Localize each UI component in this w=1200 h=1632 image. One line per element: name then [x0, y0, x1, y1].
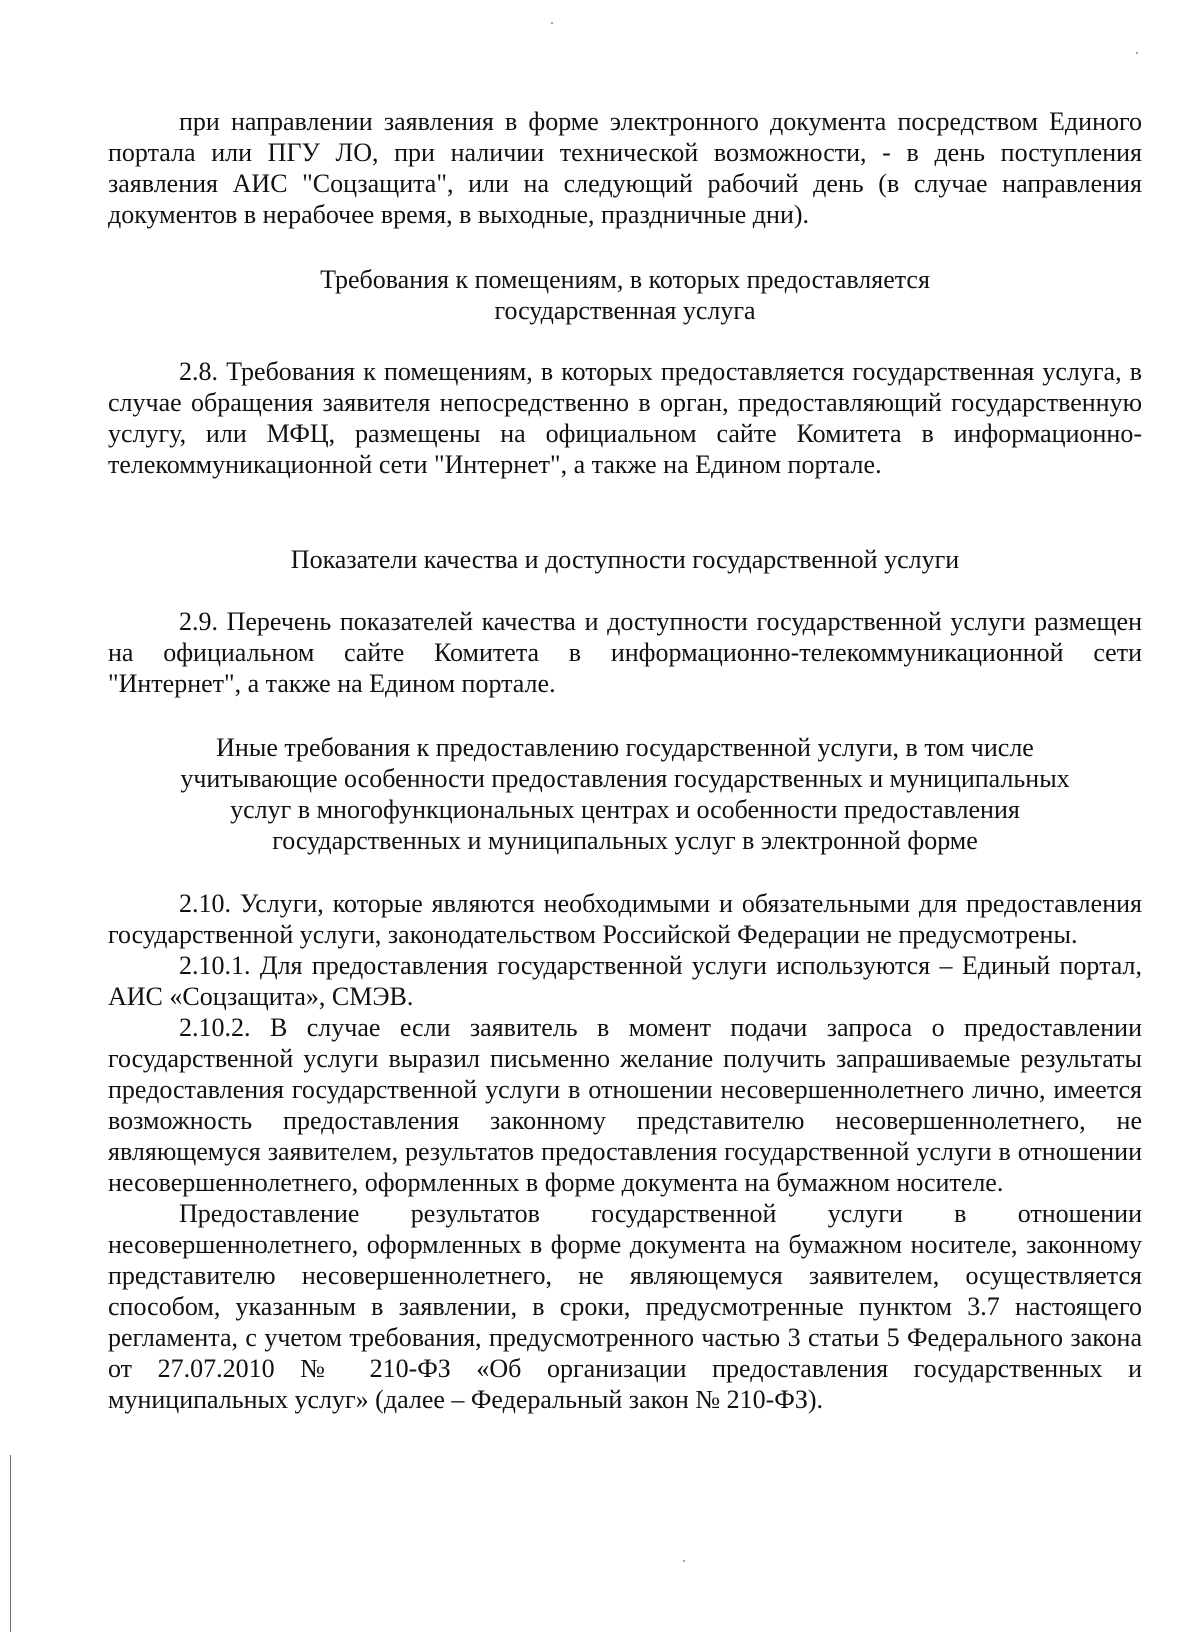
- scan-edge-line-left: [10, 1455, 11, 1632]
- section-2-10-paragraph: 2.10. Услуги, которые являются необходимыми и обязательными для предоставления государственной услуги, законодательством Российской Федерации не предусмотрены.: [108, 889, 1142, 949]
- heading-line: учитывающие особенности предоставления государственных и муниципальных: [180, 764, 1070, 793]
- premises-heading-block: [108, 264, 1142, 326]
- scan-speck: [683, 1560, 685, 1562]
- heading-line: Требования к помещениям, в которых предоставляется: [320, 265, 930, 294]
- results-paragraph: Предоставление результатов государственной услуги в отношении несовершеннолетнего, оформленных в форме документа на бумажном носителе, законному представителю несовершеннолетнего, не являющемуся заявителем, осуществляется способом, указанным в заявлении, в сроки, предусмотренные пунктом 3.7 настоящего регламента, с учетом требования, предусмотренного частью 3 статьи 5 Федерального закона от 27.07.2010 № 210-ФЗ «Об организации предоставления государственных и муниципальных услуг» (далее – Федеральный закон № 210-ФЗ).: [108, 1199, 1142, 1414]
- section-2-8-block: [108, 356, 1142, 480]
- section-2-10-block: [108, 888, 1142, 1415]
- quality-heading-block: [108, 544, 1142, 575]
- premises-heading: [108, 264, 1142, 326]
- quality-heading: [108, 544, 1142, 575]
- section-2-9-paragraph: 2.9. Перечень показателей качества и доступности государственной услуги размещен на официальном сайте Комитета в информационно-телекоммуникационной сети "Интернет", а также на Едином портале.: [108, 607, 1142, 698]
- section-2-10-1-paragraph: 2.10.1. Для предоставления государственной услуги используются – Единый портал, АИС «Соцзащита», СМЭВ.: [108, 951, 1142, 1011]
- section-2-9-block: [108, 606, 1142, 699]
- intro-paragraph: при направлении заявления в форме электронного документа посредством Единого портала или ПГУ ЛО, при наличии технической возможности, - в день поступления заявления АИС "Соцзащита", или на следующий рабочий день (в случае направления документов в нерабочее время, в выходные, праздничные дни).: [108, 107, 1142, 229]
- other-requirements-heading-block: [108, 732, 1142, 856]
- scan-speck: [1136, 52, 1138, 54]
- scan-speck: [551, 22, 553, 24]
- heading-line: Показатели качества и доступности государственной услуги: [290, 545, 960, 574]
- other-requirements-heading: [108, 732, 1142, 856]
- heading-line: Иные требования к предоставлению государственной услуги, в том числе: [216, 733, 1034, 762]
- section-2-10-2-paragraph: 2.10.2. В случае если заявитель в момент подачи запроса о предоставлении государственной услуги выразил письменно желание получить запрашиваемые результаты предоставления государственной услуги в отношении несовершеннолетнего лично, имеется возможность предоставления законному представителю несовершеннолетнего, не являющемуся заявителем, результатов предоставления государственной услуги в отношении несовершеннолетнего, оформленных в форме документа на бумажном носителе.: [108, 1013, 1142, 1197]
- section-2-8-paragraph: 2.8. Требования к помещениям, в которых предоставляется государственная услуга, в случае обращения заявителя непосредственно в орган, предоставляющий государственную услугу, или МФЦ, размещены на официальном сайте Комитета в информационно-телекоммуникационной сети "Интернет", а также на Едином портале.: [108, 357, 1142, 479]
- heading-line: государственная услуга: [494, 296, 756, 325]
- heading-line: услуг в многофункциональных центрах и особенности предоставления: [230, 795, 1020, 824]
- heading-line: государственных и муниципальных услуг в электронной форме: [272, 826, 978, 855]
- intro-paragraph-block: [108, 106, 1142, 230]
